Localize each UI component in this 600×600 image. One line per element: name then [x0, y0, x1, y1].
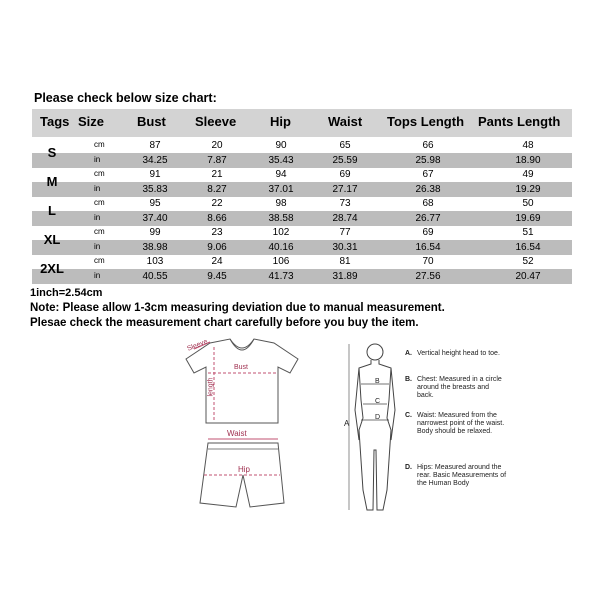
col-sleeve: Sleeve	[195, 114, 237, 129]
row-cm	[32, 168, 572, 182]
tops-length-in: 27.56	[415, 271, 441, 282]
row-cm	[32, 197, 572, 211]
bust-in: 37.40	[142, 213, 168, 224]
bust-in: 34.25	[142, 155, 168, 166]
label-a-text: Vertical height head to toe.	[417, 350, 500, 357]
label-b-text: Chest: Measured in a circle around the breasts and back.	[417, 376, 502, 399]
hip-cm: 94	[275, 169, 287, 180]
pants-length-in: 20.47	[515, 271, 541, 282]
unit-cm: cm	[94, 256, 105, 265]
unit-cm: cm	[94, 140, 105, 149]
pants-length-cm: 48	[522, 140, 534, 151]
label-b-letter: B.	[405, 376, 412, 383]
unit-in: in	[94, 242, 101, 251]
label-d-letter: D.	[405, 464, 412, 471]
waist-cm: 65	[339, 140, 351, 151]
bust-cm: 103	[146, 256, 164, 267]
hip-in: 37.01	[268, 184, 294, 195]
bust-in: 40.55	[142, 271, 168, 282]
bust-label: Bust	[234, 364, 249, 371]
tops-length-in: 26.38	[415, 184, 441, 195]
sleeve-label: Sleeve	[186, 338, 209, 353]
tops-length-in: 25.98	[415, 155, 441, 166]
pants-length-cm: 50	[522, 198, 534, 209]
label-c-text: Waist: Measured from the narrowest point of the waist. Body should be relaxed.	[417, 412, 505, 435]
size-tag: M	[46, 174, 58, 189]
size-tag: S	[47, 145, 57, 160]
unit-in: in	[94, 271, 101, 280]
waist-in: 25.59	[332, 155, 358, 166]
pants-length-in: 18.90	[515, 155, 541, 166]
sleeve-in: 8.66	[207, 213, 227, 224]
sleeve-in: 9.45	[207, 271, 227, 282]
sleeve-cm: 23	[211, 227, 223, 238]
unit-cm: cm	[94, 198, 105, 207]
pants-length-cm: 51	[522, 227, 534, 238]
size-tag: 2XL	[40, 261, 64, 276]
body-measurement-illustration	[345, 340, 515, 515]
marker-b: B	[375, 378, 380, 385]
pants-length-in: 19.69	[515, 213, 541, 224]
bust-in: 38.98	[142, 242, 168, 253]
hip-cm: 106	[272, 256, 290, 267]
sleeve-cm: 24	[211, 256, 223, 267]
size-tag: L	[48, 203, 56, 218]
pants-length-cm: 52	[522, 256, 534, 267]
tops-length-in: 26.77	[415, 213, 441, 224]
unit-cm: cm	[94, 227, 105, 236]
waist-in: 31.89	[332, 271, 358, 282]
waist-in: 28.74	[332, 213, 358, 224]
row-in	[32, 153, 572, 168]
hip-cm: 98	[275, 198, 287, 209]
waist-in: 27.17	[332, 184, 358, 195]
sleeve-in: 9.06	[207, 242, 227, 253]
label-d-text: Hips: Measured around the rear. Basic Measurements of the Human Body	[417, 464, 507, 487]
bust-cm: 99	[149, 227, 161, 238]
waist-cm: 69	[339, 169, 351, 180]
label-a-letter: A.	[405, 350, 412, 357]
bust-cm: 95	[149, 198, 161, 209]
size-chart-heading: Please check below size chart:	[34, 91, 217, 105]
waist-cm: 73	[339, 198, 351, 209]
tops-length-cm: 69	[422, 227, 434, 238]
hip-in: 38.58	[268, 213, 294, 224]
col-tops-length: Tops Length	[387, 114, 465, 129]
hip-cm: 90	[275, 140, 287, 151]
hip-in: 35.43	[268, 155, 294, 166]
row-cm	[32, 255, 572, 269]
unit-in: in	[94, 155, 101, 164]
unit-in: in	[94, 184, 101, 193]
col-pants-length: Pants Length	[478, 114, 561, 129]
col-hip: Hip	[270, 114, 291, 129]
hip-in: 41.73	[268, 271, 294, 282]
bust-cm: 91	[149, 169, 161, 180]
tshirt-shape	[186, 339, 298, 423]
sleeve-cm: 22	[211, 198, 223, 209]
hip-label: Hip	[238, 465, 251, 474]
hip-cm: 102	[272, 227, 290, 238]
body-figure	[345, 340, 405, 515]
waist-cm: 77	[339, 227, 351, 238]
tops-length-cm: 70	[422, 256, 434, 267]
size-row-2xl	[32, 255, 572, 284]
tops-length-cm: 68	[422, 198, 434, 209]
row-in	[32, 211, 572, 226]
size-row-xl	[32, 226, 572, 255]
waist-in: 30.31	[332, 242, 358, 253]
col-tags: Tags	[40, 114, 70, 129]
size-row-m	[32, 168, 572, 197]
size-row-l	[32, 197, 572, 226]
row-in	[32, 269, 572, 284]
head-icon	[367, 344, 383, 360]
garment-illustration	[180, 335, 305, 525]
waist-label: Waist	[227, 429, 247, 438]
bust-in: 35.83	[142, 184, 168, 195]
length-label: length	[207, 377, 215, 397]
deviation-note: Note: Please allow 1-3cm measuring deviation due to manual measurement.	[30, 302, 445, 314]
marker-c: C	[375, 398, 381, 405]
unit-cm: cm	[94, 169, 105, 178]
tops-length-cm: 67	[422, 169, 434, 180]
waist-cm: 81	[339, 256, 351, 267]
tops-length-cm: 66	[422, 140, 434, 151]
bust-cm: 87	[149, 140, 161, 151]
size-row-s	[32, 139, 572, 168]
sleeve-in: 8.27	[207, 184, 227, 195]
size-tag: XL	[43, 232, 61, 247]
col-waist: Waist	[328, 114, 363, 129]
table-header-row	[32, 109, 572, 137]
marker-d: D	[375, 414, 381, 421]
pants-length-cm: 49	[522, 169, 534, 180]
col-size: Size	[78, 114, 105, 129]
conversion-note: 1inch=2.54cm	[30, 287, 103, 299]
col-bust: Bust	[137, 114, 166, 129]
label-c-letter: C.	[405, 412, 412, 419]
row-cm	[32, 226, 572, 240]
unit-in: in	[94, 213, 101, 222]
pants-length-in: 16.54	[515, 242, 541, 253]
sleeve-cm: 20	[211, 140, 223, 151]
marker-a: A	[344, 419, 350, 428]
row-in	[32, 182, 572, 197]
row-in	[32, 240, 572, 255]
check-note: Plesae check the measurement chart carefully before you buy the item.	[30, 317, 419, 329]
hip-in: 40.16	[268, 242, 294, 253]
sleeve-in: 7.87	[207, 155, 227, 166]
sleeve-cm: 21	[211, 169, 223, 180]
tops-length-in: 16.54	[415, 242, 441, 253]
row-cm	[32, 139, 572, 153]
pants-length-in: 19.29	[515, 184, 541, 195]
